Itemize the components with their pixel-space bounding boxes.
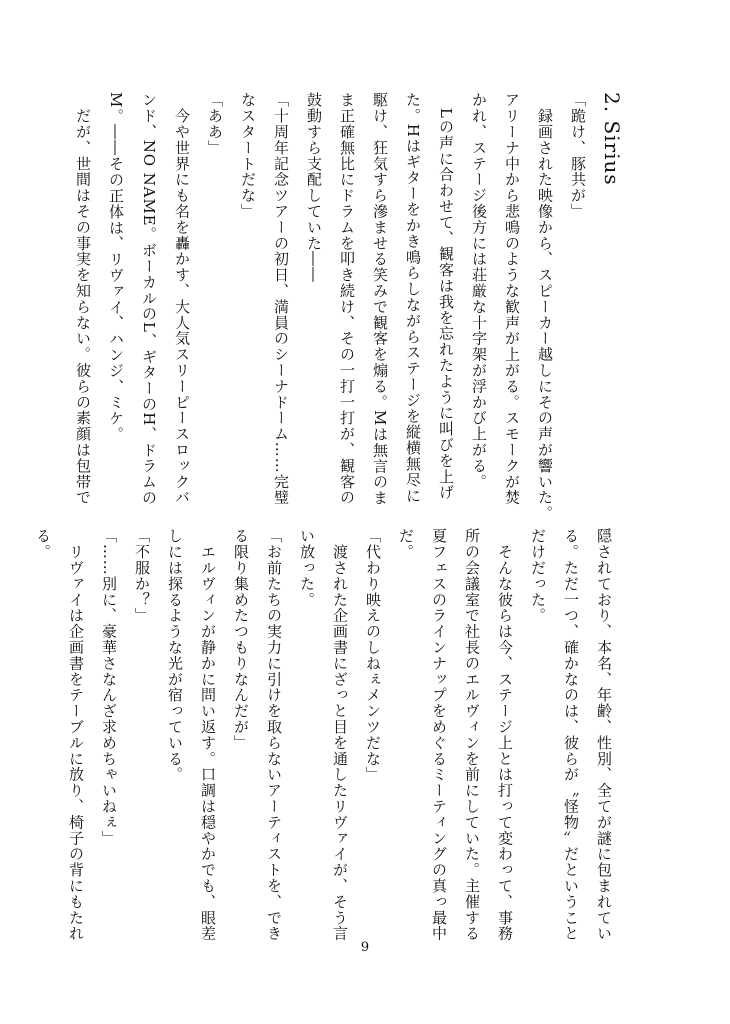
chapter-title: 2. Sirius [600, 92, 624, 186]
text-line: 録画された映像から、スピーカー越しにその声が響いた。 [536, 92, 554, 522]
text-line: た。Hはギターをかき鳴らしながらステージを縦横無尽に [404, 92, 422, 504]
text-line: 「ああ」 [206, 92, 224, 156]
text-line: 「不服か？」 [133, 528, 151, 624]
text-line: だが、世間はその事実を知らない。彼らの素顔は包帯で [74, 92, 92, 506]
text-line: 「代わり映えのしねぇメンツだな」 [364, 528, 382, 783]
text-line: 夏フェスのラインナップをめぐるミーティングの真っ最中 [430, 528, 448, 942]
text-line: リヴァイは企画書をテーブルに放り、椅子の背にもたれ [67, 528, 85, 942]
text-line: だけだった。 [529, 528, 547, 624]
text-line: 今や世界にも名を轟かす、大人気スリーピースロックバ [173, 92, 191, 506]
text-line: 「跪け、豚共が」 [569, 92, 587, 220]
text-line: Lの声に合わせて、観客は我を忘れたように叫びを上げ [437, 92, 455, 501]
text-line: 「……別に、豪華さなんざ求めちゃいねぇ」 [100, 528, 118, 846]
text-line: 渡された企画書にざっと目を通したリヴァイが、そう言 [331, 528, 349, 942]
text-line: 所の会議室で社長のエルヴィンを前にしていた。主催する [463, 528, 481, 942]
text-line: ンド、NO NAME。ボーカルのL、ギターのH、ドラムの [140, 92, 158, 506]
upper-text-block [74, 92, 630, 532]
text-line: る。ただ一つ、確かなのは、彼らが〝怪物〟だということ [562, 528, 580, 942]
text-line: かれ、ステージ後方には荘厳な十字架が浮かび上がる。 [470, 92, 488, 490]
lower-text-block [34, 528, 620, 942]
text-line: 駆け、狂気すら滲ませる笑みで観客を煽る。Mは無言のま [371, 92, 389, 506]
text-line: 「十周年記念ツアーの初日、満員のシーナドーム……完璧 [272, 92, 290, 506]
text-line: だ。 [397, 528, 415, 560]
text-line: 「お前たちの実力に引けを取らないアーティストを、でき [265, 528, 283, 942]
text-line: なスタートだな」 [239, 92, 257, 220]
text-line: 隠されており、本名、年齢、性別、全てが謎に包まれてい [595, 528, 613, 942]
text-line: 鼓動すら支配していた―― [305, 92, 323, 283]
text-line: ま正確無比にドラムを叩き続け、その一打一打が、観客の [338, 92, 356, 506]
page-number: 9 [360, 940, 370, 955]
text-line: M。――その正体は、リヴァイ、ハンジ、ミケ。 [107, 92, 125, 443]
text-line: い放った。 [298, 528, 316, 608]
text-line: そんな彼らは今、ステージ上とは打って変わって、事務 [496, 528, 514, 942]
text-line: る限り集めたつもりなんだが」 [232, 528, 250, 751]
text-line: エルヴィンが静かに問い返す。口調は穏やかでも、眼差 [199, 528, 217, 942]
text-line: アリーナ中から悲鳴のような歓声が上がる。スモークが焚 [503, 92, 521, 506]
text-line: しには探るような光が宿っている。 [166, 528, 184, 783]
text-line: る。 [34, 528, 52, 560]
